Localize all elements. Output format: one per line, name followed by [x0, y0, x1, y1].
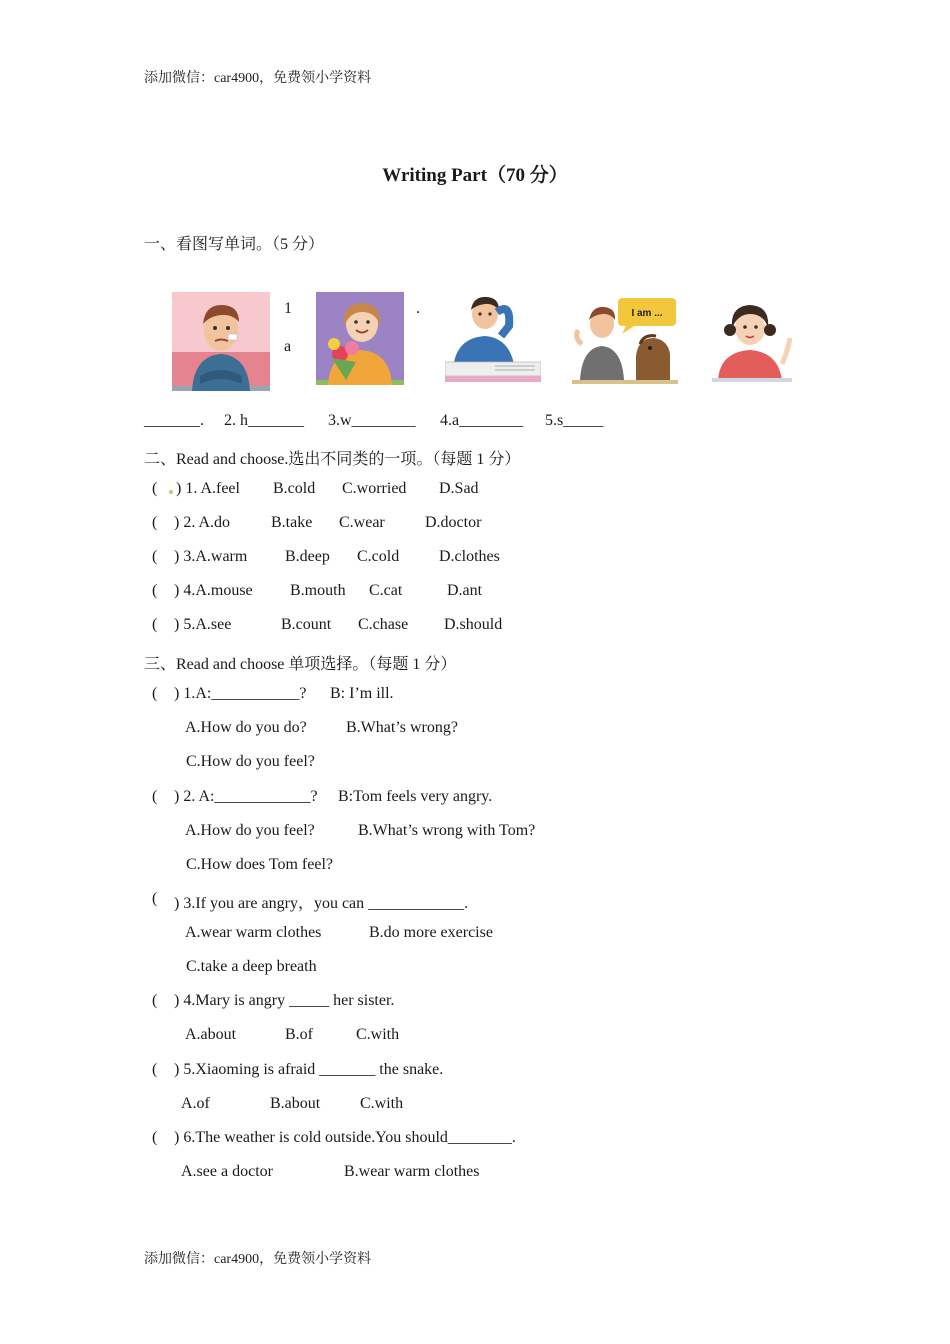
section1-mark-dot: . [416, 300, 420, 317]
watermark-top: 添加微信：car4900，免费领小学资料 [144, 71, 372, 86]
section2-item-4-d: D.ant [447, 582, 483, 599]
section3-q1-option-a: A.How do you do? [185, 719, 307, 736]
section3-q4-option-c: C.with [356, 1026, 400, 1043]
section3-paren-6[interactable]: ( [152, 1129, 158, 1146]
section2-item-2-b: B.take [271, 514, 313, 531]
section3-q1-stem: ) 1.A:___________? [174, 685, 307, 702]
section3-paren-5[interactable]: ( [152, 1061, 158, 1078]
section2-paren-4[interactable]: ( [152, 582, 158, 599]
section3-q2-option-b: B.What’s wrong with Tom? [358, 822, 536, 839]
picture-happy-girl-flowers [316, 292, 404, 385]
section3-q5-stem: ) 5.Xiaoming is afraid _______ the snake. [174, 1061, 444, 1078]
section2-item-5-d: D.should [444, 616, 503, 633]
section2-paren-5[interactable]: ( [152, 616, 158, 633]
section2-paren-3[interactable]: ( [152, 548, 158, 565]
section2-item-2-a: ) 2. A.do [174, 514, 230, 531]
speech-bubble-text: I am ... [631, 308, 663, 319]
section2-item-5-c: C.chase [358, 616, 409, 633]
section3-q6-option-a: A.see a doctor [181, 1163, 273, 1180]
mark-dot [169, 490, 173, 494]
section2-item-4-a: ) 4.A.mouse [174, 582, 253, 599]
picture-afraid-boy-dog [572, 294, 678, 384]
section3-q3-option-b: B.do more exercise [369, 924, 493, 941]
section3-heading: 三、Read and choose 单项选择。（每题 1 分） [144, 656, 457, 673]
section3-q6-stem: ) 6.The weather is cold outside.You should________. [174, 1129, 516, 1146]
section2-item-2-c: C.wear [339, 514, 385, 531]
section1-answer-4[interactable]: 4.a________ [440, 412, 524, 429]
section2-item-5-b: B.count [281, 616, 332, 633]
section2-heading: 二、Read and choose.选出不同类的一项。（每题 1 分） [144, 451, 521, 468]
section1-mark-1: 1 [284, 300, 292, 317]
section3-q4-stem: ) 4.Mary is angry _____ her sister. [174, 992, 395, 1009]
section3-q1-option-c: C.How do you feel? [186, 753, 315, 770]
section2-item-1-a: ) 1. A.feel [176, 480, 240, 497]
section3-q4-option-a: A.about [185, 1026, 237, 1043]
section2-item-2-d: D.doctor [425, 514, 482, 531]
section1-heading: 一、看图写单词。（5 分） [144, 236, 325, 253]
section3-q1-option-b: B.What’s wrong? [346, 719, 458, 736]
watermark-bottom: 添加微信：car4900，免费领小学资料 [144, 1252, 372, 1267]
section2-item-3-a: ) 3.A.warm [174, 548, 248, 565]
section3-q6-option-b: B.wear warm clothes [344, 1163, 480, 1180]
picture-girl [712, 294, 792, 382]
section3-q2-answer: B:Tom feels very angry. [338, 788, 493, 805]
section2-item-1-b: B.cold [273, 480, 316, 497]
section3-paren-2[interactable]: ( [152, 788, 158, 805]
picture-ill-boy [172, 292, 270, 391]
section1-answer-3[interactable]: 3.w________ [328, 412, 416, 429]
section2-item-3-c: C.cold [357, 548, 400, 565]
section3-q2-option-a: A.How do you feel? [185, 822, 315, 839]
section2-item-4-b: B.mouth [290, 582, 346, 599]
section3-q5-option-b: B.about [270, 1095, 321, 1112]
section3-paren-4[interactable]: ( [152, 992, 158, 1009]
section2-paren-2[interactable]: ( [152, 514, 158, 531]
section3-paren-1[interactable]: ( [152, 685, 158, 702]
page-title: Writing Part（70 分） [382, 165, 568, 186]
section3-q2-option-c: C.How does Tom feel? [186, 856, 333, 873]
picture-worried-boy-desk [445, 292, 541, 382]
section2-item-3-d: D.clothes [439, 548, 500, 565]
section3-paren-3[interactable]: ( [152, 890, 158, 907]
section1-mark-a: a [284, 338, 292, 355]
section2-item-1-c: C.worried [342, 480, 407, 497]
section3-q5-option-a: A.of [181, 1095, 210, 1112]
section2-item-1-d: D.Sad [439, 480, 479, 497]
section3-q3-option-c: C.take a deep breath [186, 958, 317, 975]
section3-q3-option-a: A.wear warm clothes [185, 924, 322, 941]
section3-q2-stem: ) 2. A:____________? [174, 788, 318, 805]
section2-paren-1[interactable]: ( [152, 480, 158, 497]
section1-answer-2[interactable]: 2. h_______ [224, 412, 304, 429]
section2-item-5-a: ) 5.A.see [174, 616, 232, 633]
section3-q1-answer: B: I’m ill. [330, 685, 394, 702]
section1-answer-5[interactable]: 5.s_____ [545, 412, 604, 429]
section1-answer-1[interactable]: _______. [144, 412, 204, 429]
section3-q4-option-b: B.of [285, 1026, 313, 1043]
section3-q3-stem: ) 3.If you are angry，you can ____________. [174, 895, 469, 912]
section2-item-3-b: B.deep [285, 548, 330, 565]
section3-q5-option-c: C.with [360, 1095, 404, 1112]
section2-item-4-c: C.cat [369, 582, 403, 599]
